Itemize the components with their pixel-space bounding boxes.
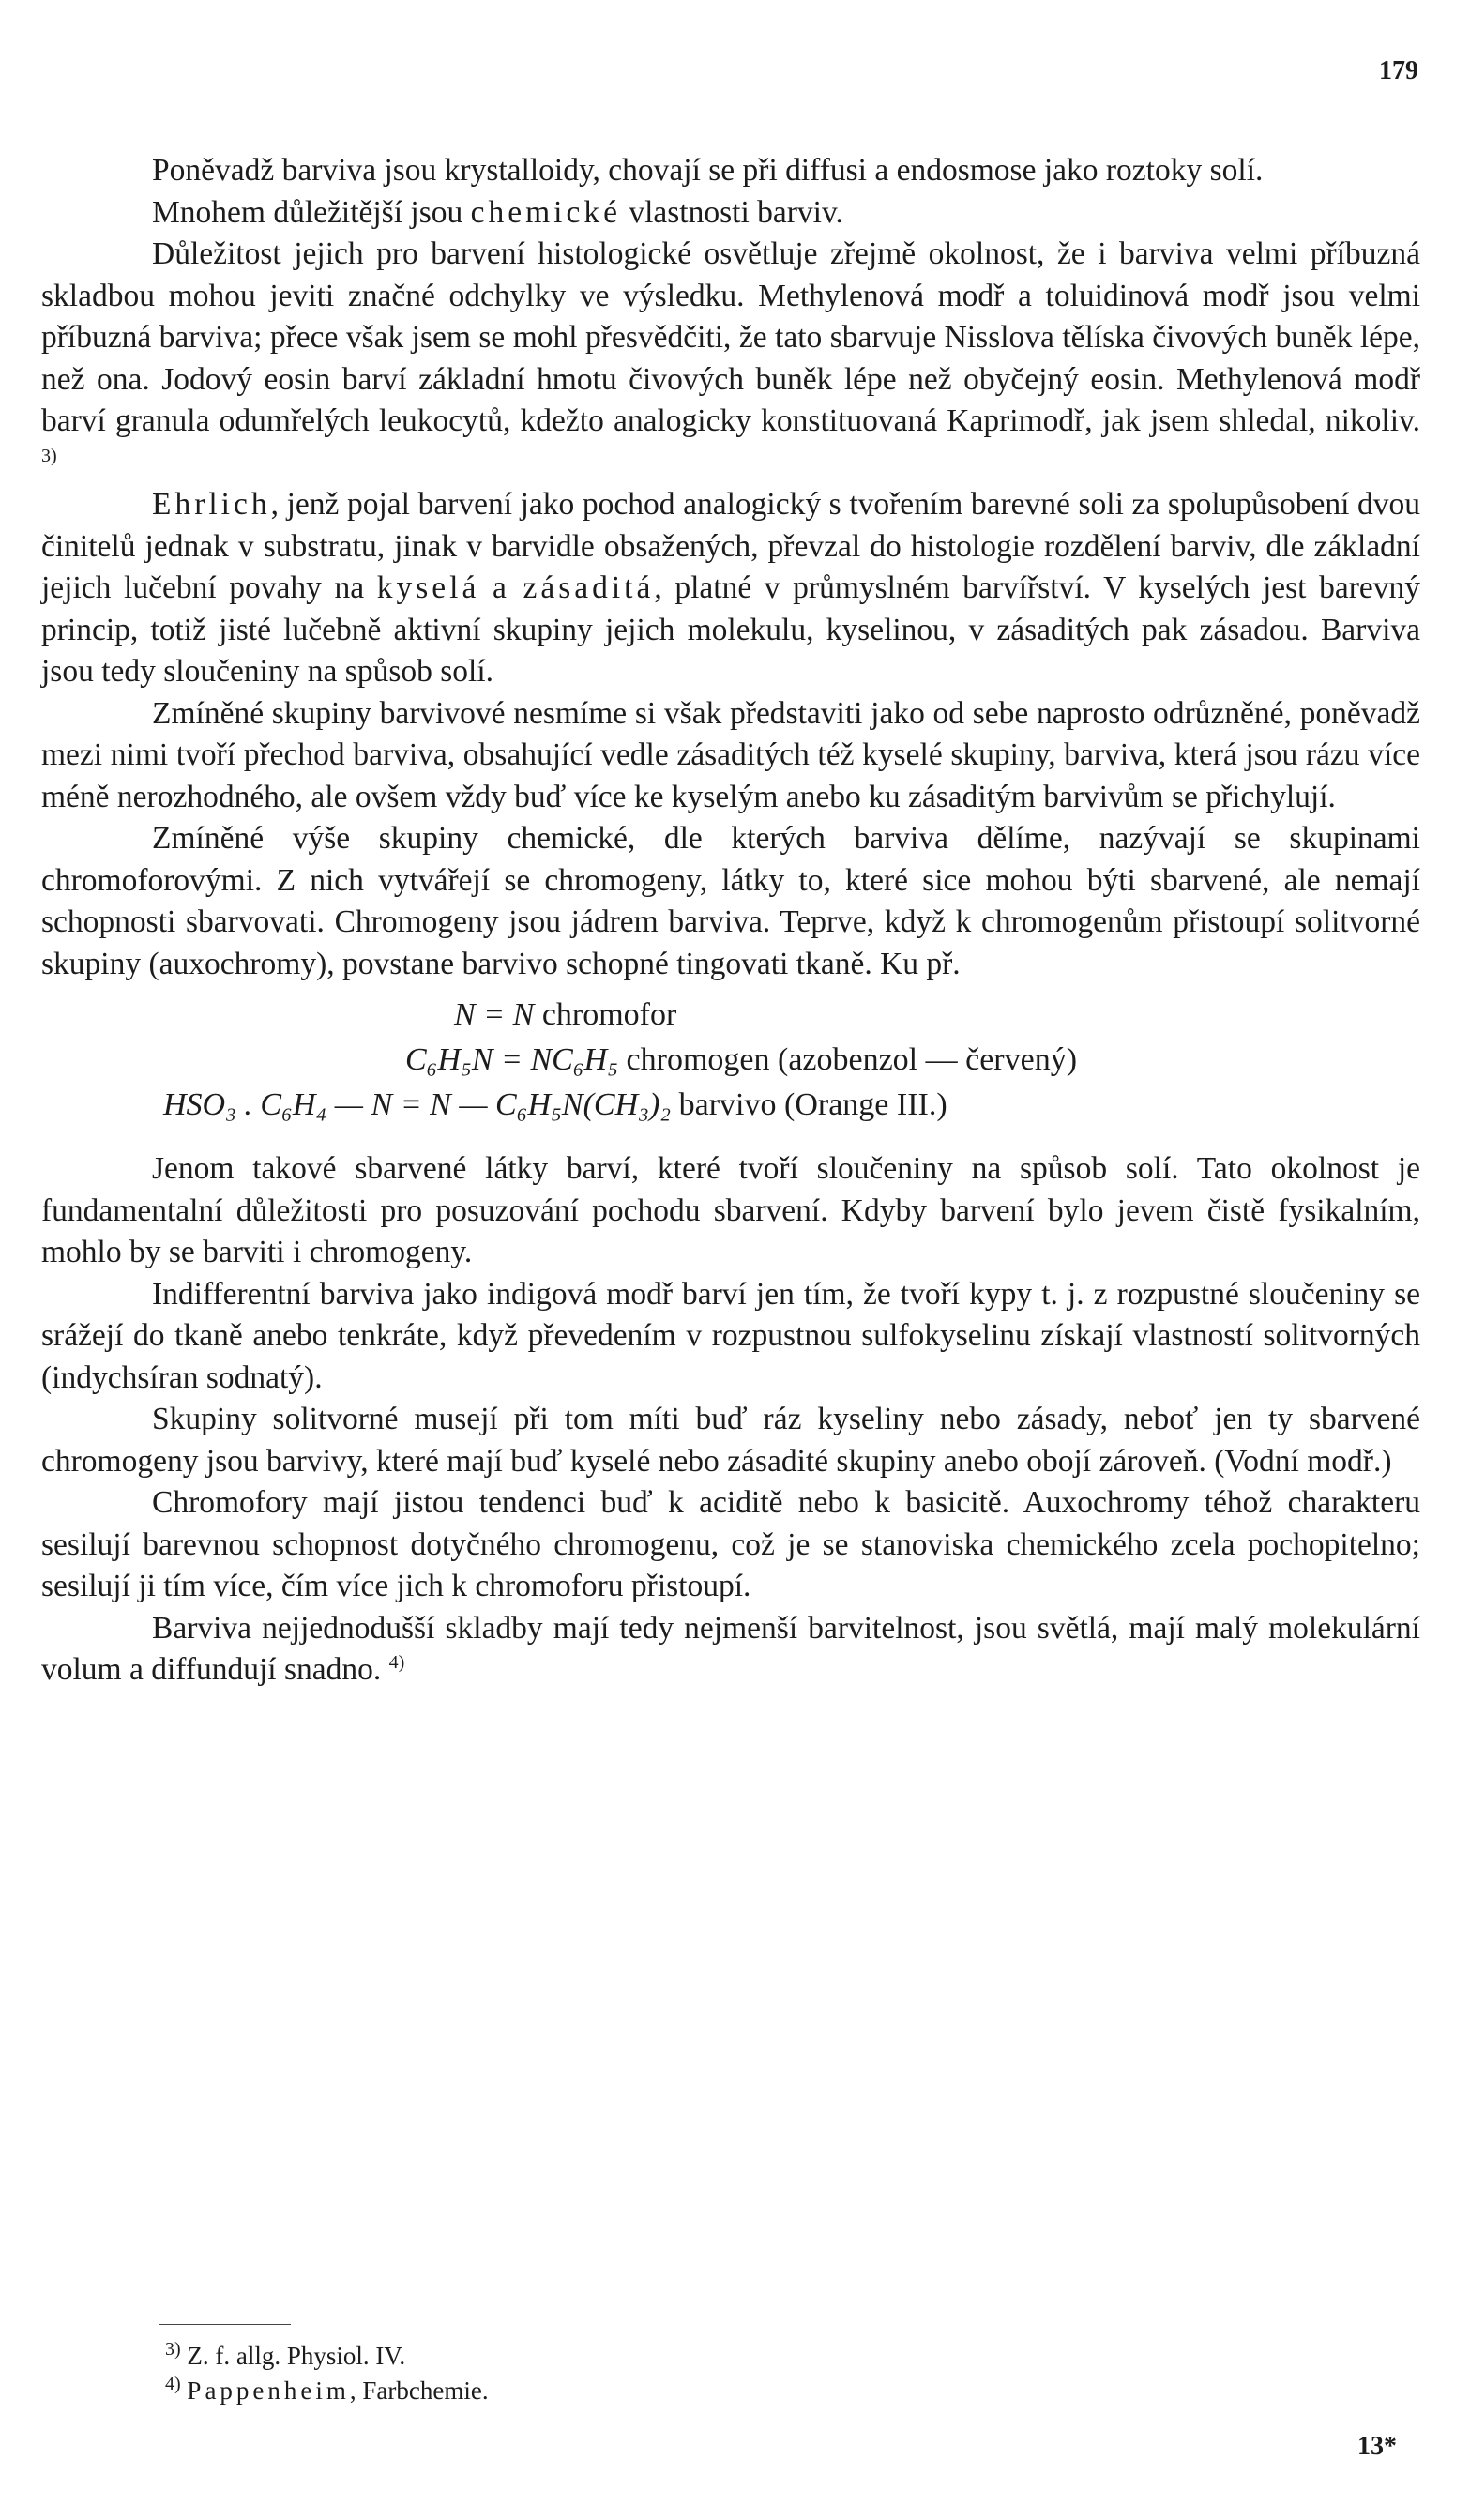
- ehrlich-and: a: [492, 570, 510, 605]
- paragraph-crystalloids: Poněvadž barviva jsou krystalloidy, chovají se při diffusi a endosmose jako roztoky solí.: [152, 153, 1264, 188]
- footnote-3: [165, 2339, 489, 2374]
- footnote-4-name: Pappenheim: [187, 2376, 350, 2405]
- paragraph-auxochromes: Chromofory mají jistou tendenci buď k aciditě nebo k basicitě. Auxochromy téhož charakteru sesilují barevnou schopnost dotyčného chromogenu, což je se stanoviska chemického zcela pochopitelno; sesilují ji tím více, čím více jich k chromoforu přistoupí.: [41, 1485, 1420, 1603]
- formula-chromogen-label: chromogen (azobenzol — červený): [626, 1042, 1078, 1077]
- footnote-3-text: Z. f. allg. Physiol. IV.: [187, 2342, 406, 2370]
- paragraph-indifferent-dyes: Indifferentní barviva jako indigová modř barví jen tím, že tvoří kypy t. j. z rozpustné sloučeniny se srážejí do tkaně anebo tenkráte, když převedením v rozpustnou sulfokyselinu získají vlastností solitvorných (indychsíran sodnatý).: [41, 1276, 1420, 1395]
- formula-chromogen-expr: C₆H₅N = NC₆H₅: [405, 1042, 619, 1077]
- paragraph-salt-compounds: Jenom takové sbarvené látky barví, které tvoří sloučeniny na spůsob solí. Tato okolnost je fundamentalní důležitosti pro posuzování pochodu sbarvení. Kdyby barvení bylo jevem čistě fysikalním, mohlo by se barviti i chromogeny.: [41, 1151, 1420, 1269]
- paragraph-ehrlich: [41, 484, 1420, 693]
- formula-chromogen: [41, 1038, 1420, 1083]
- formula-dye-expr: HSO₃ . C₆H₄ — N = N — C₆H₅N(CH₃)₂: [163, 1087, 672, 1122]
- ehrlich-name: Ehrlich: [152, 487, 271, 522]
- paragraph-salt-forming-groups: Skupiny solitvorné musejí při tom míti buď ráz kyseliny nebo zásady, neboť jen ty sbarvené chromogeny jsou barvivy, které mají buď kyselé nebo zásadité skupiny anebo obojí zároveň. (Vodní modř.): [41, 1402, 1420, 1479]
- footnote-ref-4: 4): [388, 1651, 405, 1673]
- footnote-4-mark: 4): [165, 2374, 181, 2394]
- chem-text-a: Mnohem důležitější jsou: [152, 194, 463, 230]
- formula-block: [41, 993, 1420, 1128]
- footnote-4: [165, 2374, 489, 2408]
- ehrlich-text-a: , jenž pojal barvení jako pochod analogický s tvořením barevné soli za spolupůsobení dvou činitelů jednak v substratu, jinak v barvidle obsažených, převzal do histologie rozdělení barviv, dle základní jejich lučební povahy na: [41, 487, 1420, 605]
- chem-emphasis: chemické: [470, 194, 621, 230]
- simple-dyes-text: Barviva nejjednodušší skladby mají tedy nejmenší barvitelnost, jsou světlá, mají malý molekulární volum a diffundují snadno.: [41, 1610, 1420, 1687]
- formula-chromophore-label: chromofor: [541, 997, 677, 1032]
- formula-chromophore: [41, 993, 1420, 1038]
- ehrlich-basic: zásaditá: [523, 570, 655, 605]
- formula-dye: [41, 1083, 1420, 1128]
- footnote-3-mark: 3): [165, 2339, 181, 2360]
- formula-chromophore-expr: N = N: [454, 997, 535, 1032]
- page-number: 179: [1379, 56, 1418, 85]
- paragraph-chromophores: Zmíněné výše skupiny chemické, dle kterých barviva dělíme, nazývají se skupinami chromoforovými. Z nich vytvářejí se chromogeny, látky to, které sice mohou býti sbarvené, ale nemají schopnosti sbarvovati. Chromogeny jsou jádrem barviva. Teprve, když k chromogenům přistoupí solitvorné skupiny (auxochromy), povstane barvivo schopné tingovati tkaně. Ku př.: [41, 821, 1420, 981]
- importance-text: Důležitost jejich pro barvení histologické osvětluje zřejmě okolnost, že i barviva velmi příbuzná skladbou mohou jeviti značné odchylky ve výsledku. Methylenová modř a toluidinová modř jsou velmi příbuzná barviva; přece však jsem se mohl přesvědčiti, že tato sbarvuje Nisslova tělíska čivových buněk lépe, než ona. Jodový eosin barví základní hmotu čivových buněk lépe než obyčejný eosin. Methylenová modř barví granula odumřelých leukocytů, kdežto analogicky konstituovaná Kaprimodř, jak jsem shledal, nikoliv.: [41, 236, 1420, 438]
- ehrlich-acidic: kyselá: [376, 570, 480, 605]
- footnotes: [165, 2339, 489, 2408]
- footnote-4-text: , Farbchemie.: [349, 2376, 489, 2405]
- ehrlich-text-e: , platné v průmyslném barvířství.: [654, 570, 1092, 605]
- ehrlich-continuation: V kyselých jest barevný princip, totiž jisté lučebně aktivní skupiny jejich molekulu, kyselinou, v zásaditých pak zásadou. Barviva jsou tedy sloučeniny na spůsob solí.: [41, 570, 1420, 689]
- paragraph-chemical-properties: [41, 192, 1420, 235]
- footnote-divider: [159, 2324, 291, 2325]
- formula-dye-label: barvivo (Orange III.): [678, 1087, 947, 1122]
- chem-text-c: vlastnosti barviv.: [629, 194, 843, 230]
- signature-mark: 13*: [1357, 2432, 1397, 2461]
- paragraph-dye-groups: Zmíněné skupiny barvivové nesmíme si však představiti jako od sebe naprosto odrůzněné, poněvadž mezi nimi tvoří přechod barviva, obsahující vedle zásaditých též kyselé skupiny, barviva, která jsou rázu více méně nerozhodného, ale ovšem vždy buď více ke kyselým anebo ku zásaditým barvivům se přichylují.: [41, 695, 1420, 814]
- body-text: [41, 150, 1420, 1692]
- footnote-ref-3: 3): [41, 445, 57, 466]
- paragraph-simple-dyes: [41, 1608, 1420, 1692]
- paragraph-importance: [41, 234, 1420, 484]
